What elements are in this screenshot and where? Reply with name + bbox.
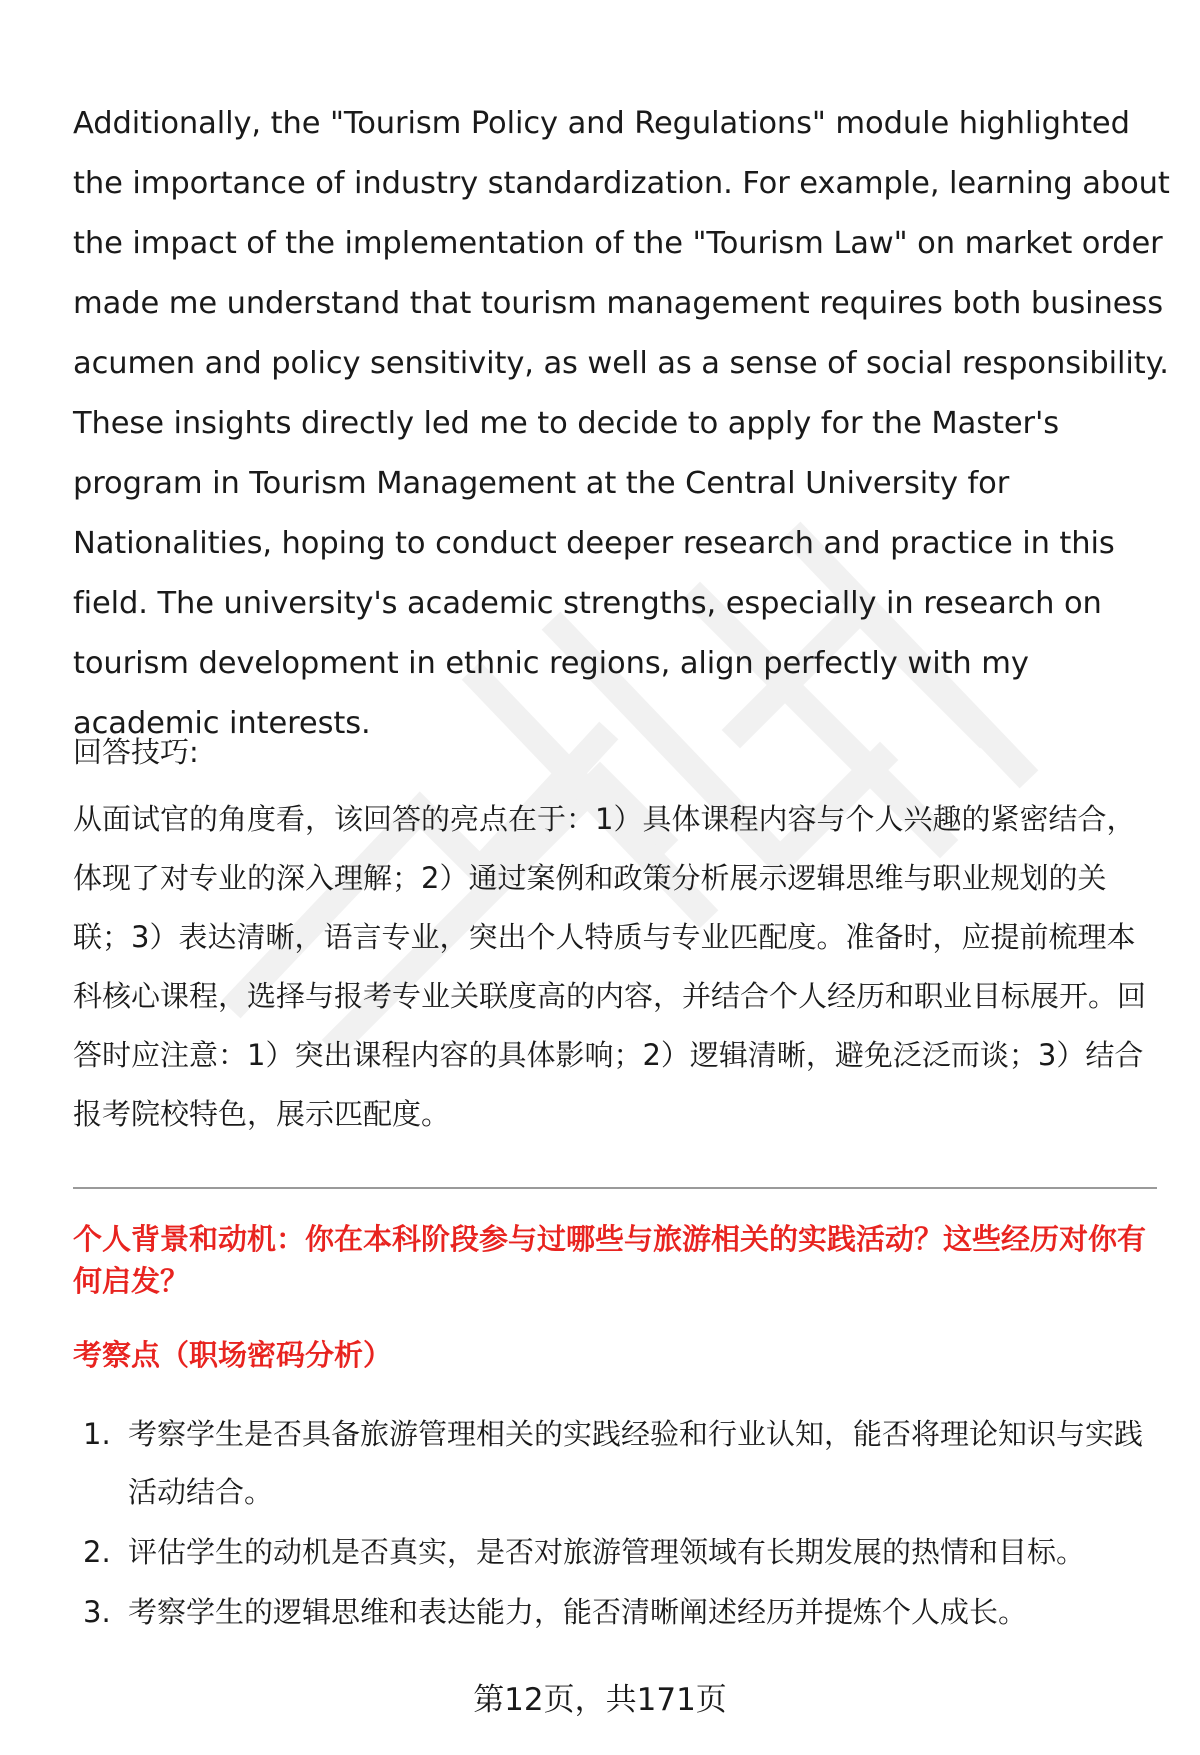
list-item-number: 2. bbox=[83, 1535, 111, 1569]
list-item bbox=[73, 1405, 1163, 1521]
list-item-text: 考察学生的逻辑思维和表达能力，能否清晰阐述经历并提炼个人成长。 bbox=[128, 1595, 1028, 1629]
list-item bbox=[73, 1583, 1163, 1641]
assessment-list bbox=[73, 1405, 1163, 1643]
list-item-number: 1. bbox=[83, 1417, 111, 1451]
question-heading: 个人背景和动机：你在本科阶段参与过哪些与旅游相关的实践活动？这些经历对你有何启发？ bbox=[73, 1222, 1147, 1298]
list-item-number: 3. bbox=[83, 1595, 111, 1629]
section-divider bbox=[73, 1187, 1157, 1189]
body-paragraph: Additionally, the "Tourism Policy and Regulations" module highlighted the importance of industry standardization. For example, learning about the impact of the implementation of the "Tourism Law" on market order made me understand that tourism management requires both business acumen and policy sensitivity, as well as a sense of social responsibility. These insights directly led me to decide to apply for the Master's program in Tourism Management at the Central University for Nationalities, hoping to conduct deeper research and practice in this field. The university's academic strengths, especially in research on tourism development in ethnic regions, align perfectly with my academic interests. bbox=[73, 106, 1170, 741]
list-item bbox=[73, 1523, 1163, 1581]
list-item-text: 评估学生的动机是否真实，是否对旅游管理领域有长期发展的热情和目标。 bbox=[128, 1535, 1086, 1569]
page-footer: 第12页，共171页 bbox=[473, 1682, 727, 1718]
list-item-text: 考察学生是否具备旅游管理相关的实践经验和行业认知，能否将理论知识与实践活动结合。 bbox=[128, 1417, 1144, 1509]
tips-label: 回答技巧: bbox=[73, 735, 199, 769]
tips-paragraph: 从面试官的角度看，该回答的亮点在于：1）具体课程内容与个人兴趣的紧密结合，体现了对专业的深入理解；2）通过案例和政策分析展示逻辑思维与职业规划的关联；3）表达清晰，语言专业，突出个人特质与专业匹配度。准备时，应提前梳理本科核心课程，选择与报考专业关联度高的内容，并结合个人经历和职业目标展开。回答时应注意：1）突出课程内容的具体影响；2）逻辑清晰，避免泛泛而谈；3）结合报考院校特色，展示匹配度。 bbox=[73, 802, 1147, 1131]
assessment-subheading: 考察点（职场密码分析） bbox=[73, 1338, 393, 1372]
